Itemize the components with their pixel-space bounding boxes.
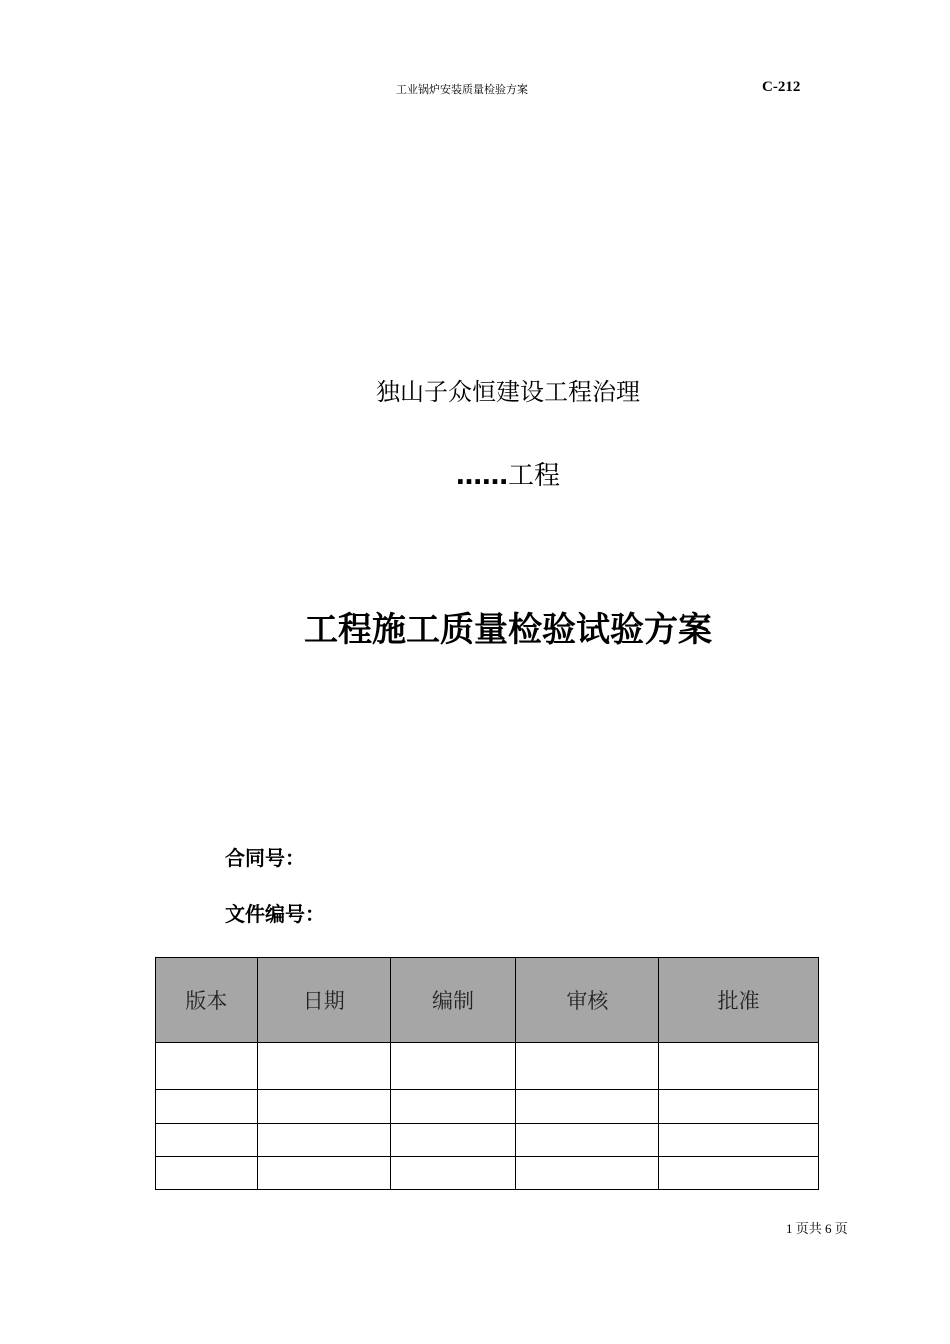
document-title: 工程施工质量检验试验方案 — [304, 610, 712, 650]
version-table — [155, 957, 819, 1190]
table-cell — [516, 1124, 659, 1157]
page-number: 1 页共 6 页 — [786, 1221, 848, 1236]
version-table-header-row — [156, 958, 819, 1043]
table-cell — [257, 1157, 390, 1190]
header-approved: 批准 — [659, 958, 819, 1043]
header-prepared: 编制 — [390, 958, 516, 1043]
table-cell — [390, 1124, 516, 1157]
document-code: C-212 — [762, 79, 801, 95]
document-number-label: 文件编号： — [225, 902, 325, 926]
table-row — [156, 1090, 819, 1124]
table-cell — [156, 1124, 258, 1157]
table-cell — [257, 1124, 390, 1157]
table-cell — [156, 1043, 258, 1090]
project-placeholder-dots: …… — [455, 461, 508, 491]
project-suffix: 工程 — [507, 461, 560, 491]
table-cell — [257, 1090, 390, 1124]
table-row — [156, 1043, 819, 1090]
header-version: 版本 — [156, 958, 258, 1043]
table-cell — [390, 1090, 516, 1124]
table-cell — [516, 1090, 659, 1124]
table-cell — [390, 1043, 516, 1090]
project-name — [0, 455, 950, 492]
table-cell — [257, 1043, 390, 1090]
table-cell — [659, 1043, 819, 1090]
contract-number-label: 合同号： — [225, 846, 305, 870]
table-cell — [390, 1157, 516, 1190]
table-row — [156, 1157, 819, 1190]
table-cell — [659, 1090, 819, 1124]
header-date: 日期 — [257, 958, 390, 1043]
table-cell — [659, 1157, 819, 1190]
table-row — [156, 1124, 819, 1157]
table-cell — [516, 1043, 659, 1090]
header-title: 工业锅炉安装质量检验方案 — [396, 83, 528, 96]
table-cell — [659, 1124, 819, 1157]
organization-name: 独山子众恒建设工程治理 — [376, 378, 640, 406]
table-cell — [156, 1090, 258, 1124]
table-cell — [516, 1157, 659, 1190]
table-cell — [156, 1157, 258, 1190]
header-reviewed: 审核 — [516, 958, 659, 1043]
